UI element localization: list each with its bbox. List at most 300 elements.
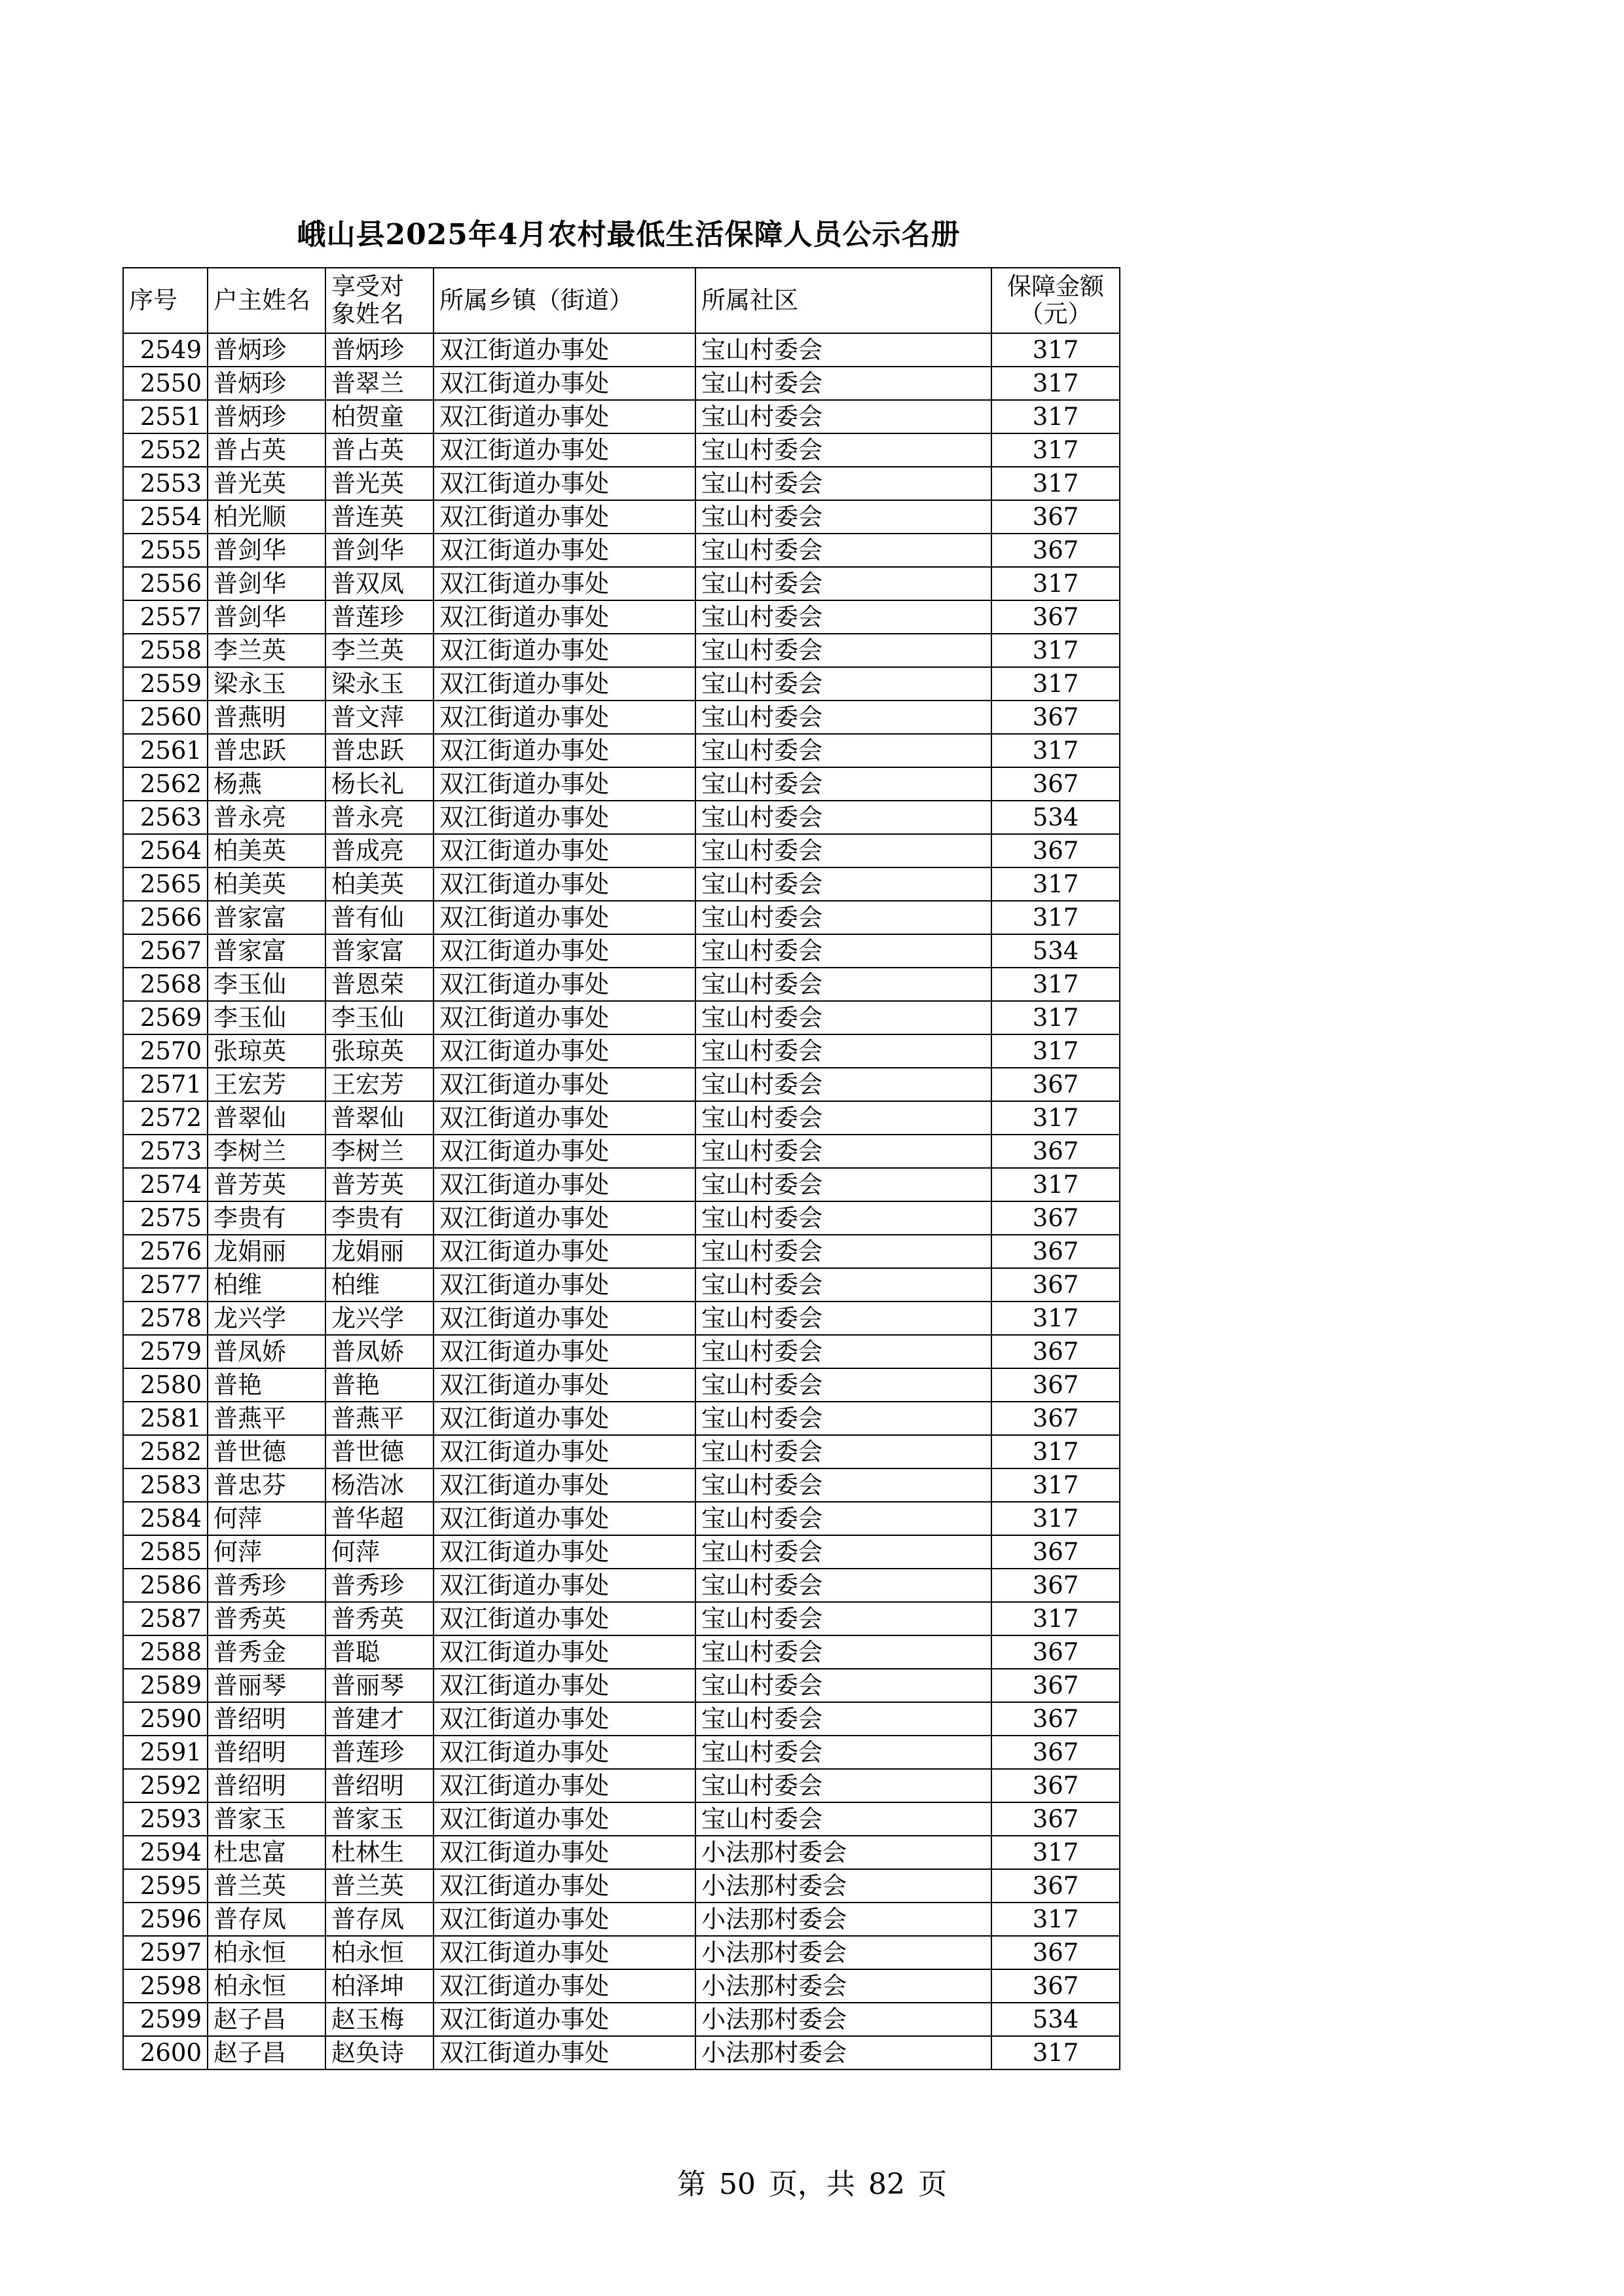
header-seq: 序号	[123, 268, 208, 333]
cell-town: 双江街道办事处	[434, 333, 695, 367]
cell-beneficiary: 李树兰	[325, 1135, 434, 1168]
cell-seq: 2588	[123, 1635, 208, 1669]
cell-amount: 317	[991, 367, 1120, 400]
table-row	[123, 1702, 1120, 1736]
header-town: 所属乡镇（街道）	[434, 268, 695, 333]
table-row	[123, 1535, 1120, 1569]
cell-household-head: 杜忠富	[208, 1836, 325, 1869]
cell-seq: 2549	[123, 333, 208, 367]
cell-community: 宝山村委会	[695, 1569, 991, 1602]
cell-seq: 2582	[123, 1435, 208, 1468]
cell-household-head: 普秀金	[208, 1635, 325, 1669]
cell-beneficiary: 普秀英	[325, 1602, 434, 1635]
cell-seq: 2574	[123, 1168, 208, 1201]
table-row	[123, 1802, 1120, 1836]
cell-amount: 367	[991, 1802, 1120, 1836]
cell-seq: 2570	[123, 1034, 208, 1068]
table-row	[123, 1903, 1120, 1936]
cell-amount: 367	[991, 834, 1120, 867]
cell-beneficiary: 普聪	[325, 1635, 434, 1669]
cell-town: 双江街道办事处	[434, 1402, 695, 1435]
cell-seq: 2594	[123, 1836, 208, 1869]
cell-town: 双江街道办事处	[434, 1468, 695, 1502]
cell-amount: 317	[991, 1001, 1120, 1034]
cell-beneficiary: 柏维	[325, 1268, 434, 1302]
cell-community: 宝山村委会	[695, 1368, 991, 1402]
cell-amount: 317	[991, 1903, 1120, 1936]
cell-town: 双江街道办事处	[434, 1669, 695, 1702]
table-row	[123, 1468, 1120, 1502]
cell-beneficiary: 普占英	[325, 433, 434, 467]
document-title: 峨山县2025年4月农村最低生活保障人员公示名册	[297, 218, 961, 251]
cell-amount: 317	[991, 734, 1120, 767]
cell-beneficiary: 普兰英	[325, 1869, 434, 1903]
cell-community: 宝山村委会	[695, 867, 991, 901]
cell-amount: 317	[991, 467, 1120, 500]
cell-seq: 2561	[123, 734, 208, 767]
cell-town: 双江街道办事处	[434, 1802, 695, 1836]
cell-amount: 367	[991, 1535, 1120, 1569]
table-row	[123, 567, 1120, 600]
cell-town: 双江街道办事处	[434, 1702, 695, 1736]
cell-beneficiary: 龙兴学	[325, 1302, 434, 1335]
cell-amount: 317	[991, 867, 1120, 901]
cell-beneficiary: 普华超	[325, 1502, 434, 1535]
table-row	[123, 1502, 1120, 1535]
table-row	[123, 1569, 1120, 1602]
table-row	[123, 433, 1120, 467]
cell-community: 宝山村委会	[695, 1435, 991, 1468]
cell-community: 宝山村委会	[695, 934, 991, 968]
cell-household-head: 普存凤	[208, 1903, 325, 1936]
cell-seq: 2557	[123, 600, 208, 634]
cell-beneficiary: 柏泽坤	[325, 1969, 434, 2003]
cell-community: 小法那村委会	[695, 2003, 991, 2036]
cell-community: 宝山村委会	[695, 1635, 991, 1669]
cell-household-head: 赵子昌	[208, 2036, 325, 2069]
cell-amount: 367	[991, 1268, 1120, 1302]
cell-town: 双江街道办事处	[434, 467, 695, 500]
table-row	[123, 867, 1120, 901]
cell-community: 宝山村委会	[695, 1402, 991, 1435]
cell-household-head: 普兰英	[208, 1869, 325, 1903]
cell-community: 宝山村委会	[695, 901, 991, 934]
cell-beneficiary: 普存凤	[325, 1903, 434, 1936]
cell-household-head: 普占英	[208, 433, 325, 467]
table-row	[123, 1034, 1120, 1068]
cell-town: 双江街道办事处	[434, 1535, 695, 1569]
cell-household-head: 柏永恒	[208, 1969, 325, 2003]
cell-beneficiary: 普家玉	[325, 1802, 434, 1836]
cell-amount: 367	[991, 1702, 1120, 1736]
cell-town: 双江街道办事处	[434, 1602, 695, 1635]
table-row	[123, 534, 1120, 567]
cell-household-head: 普忠跃	[208, 734, 325, 767]
beneficiary-table	[122, 267, 1120, 2070]
table-row	[123, 901, 1120, 934]
cell-household-head: 王宏芳	[208, 1068, 325, 1101]
cell-beneficiary: 普文萍	[325, 701, 434, 734]
table-row	[123, 1669, 1120, 1702]
table-row	[123, 1268, 1120, 1302]
cell-household-head: 普家富	[208, 934, 325, 968]
cell-seq: 2591	[123, 1736, 208, 1769]
table-row	[123, 600, 1120, 634]
cell-beneficiary: 柏贺童	[325, 400, 434, 433]
cell-household-head: 梁永玉	[208, 667, 325, 701]
cell-household-head: 普剑华	[208, 600, 325, 634]
cell-town: 双江街道办事处	[434, 1502, 695, 1535]
table-row	[123, 1168, 1120, 1201]
cell-seq: 2595	[123, 1869, 208, 1903]
cell-beneficiary: 普剑华	[325, 534, 434, 567]
cell-seq: 2593	[123, 1802, 208, 1836]
cell-beneficiary: 王宏芳	[325, 1068, 434, 1101]
table-row	[123, 1836, 1120, 1869]
cell-town: 双江街道办事处	[434, 1936, 695, 1969]
cell-community: 宝山村委会	[695, 400, 991, 433]
cell-amount: 367	[991, 1135, 1120, 1168]
cell-amount: 317	[991, 333, 1120, 367]
cell-beneficiary: 柏美英	[325, 867, 434, 901]
cell-seq: 2564	[123, 834, 208, 867]
cell-beneficiary: 普翠仙	[325, 1101, 434, 1135]
cell-seq: 2565	[123, 867, 208, 901]
table-row	[123, 767, 1120, 801]
cell-household-head: 普丽琴	[208, 1669, 325, 1702]
cell-amount: 317	[991, 400, 1120, 433]
cell-beneficiary: 柏永恒	[325, 1936, 434, 1969]
cell-beneficiary: 普成亮	[325, 834, 434, 867]
cell-beneficiary: 杨长礼	[325, 767, 434, 801]
cell-beneficiary: 梁永玉	[325, 667, 434, 701]
cell-seq: 2563	[123, 801, 208, 834]
cell-household-head: 李兰英	[208, 634, 325, 667]
cell-household-head: 普家玉	[208, 1802, 325, 1836]
cell-amount: 367	[991, 1235, 1120, 1268]
table-row	[123, 467, 1120, 500]
table-header-row	[123, 268, 1120, 333]
table-row	[123, 1101, 1120, 1135]
cell-town: 双江街道办事处	[434, 1268, 695, 1302]
cell-amount: 367	[991, 600, 1120, 634]
header-beneficiary: 享受对象姓名	[325, 268, 434, 333]
table-row	[123, 1769, 1120, 1802]
table-row	[123, 1135, 1120, 1168]
cell-seq: 2553	[123, 467, 208, 500]
table-row	[123, 968, 1120, 1001]
cell-amount: 367	[991, 1402, 1120, 1435]
cell-amount: 317	[991, 1435, 1120, 1468]
cell-town: 双江街道办事处	[434, 767, 695, 801]
cell-beneficiary: 普莲珍	[325, 600, 434, 634]
cell-beneficiary: 普忠跃	[325, 734, 434, 767]
cell-community: 小法那村委会	[695, 1836, 991, 1869]
cell-amount: 367	[991, 1936, 1120, 1969]
cell-household-head: 普芳英	[208, 1168, 325, 1201]
cell-town: 双江街道办事处	[434, 433, 695, 467]
cell-seq: 2583	[123, 1468, 208, 1502]
cell-household-head: 何萍	[208, 1502, 325, 1535]
cell-household-head: 杨燕	[208, 767, 325, 801]
cell-seq: 2596	[123, 1903, 208, 1936]
cell-amount: 317	[991, 567, 1120, 600]
cell-amount: 317	[991, 1034, 1120, 1068]
table-row	[123, 801, 1120, 834]
cell-household-head: 普秀英	[208, 1602, 325, 1635]
cell-amount: 317	[991, 2036, 1120, 2069]
table-row	[123, 1302, 1120, 1335]
table-row	[123, 367, 1120, 400]
cell-community: 宝山村委会	[695, 1335, 991, 1368]
cell-beneficiary: 普凤娇	[325, 1335, 434, 1368]
cell-community: 宝山村委会	[695, 567, 991, 600]
cell-seq: 2598	[123, 1969, 208, 2003]
cell-household-head: 普炳珍	[208, 400, 325, 433]
cell-town: 双江街道办事处	[434, 1101, 695, 1135]
cell-town: 双江街道办事处	[434, 834, 695, 867]
cell-seq: 2589	[123, 1669, 208, 1702]
cell-household-head: 李贵有	[208, 1201, 325, 1235]
cell-seq: 2600	[123, 2036, 208, 2069]
cell-town: 双江街道办事处	[434, 1001, 695, 1034]
cell-seq: 2586	[123, 1569, 208, 1602]
cell-beneficiary: 龙娟丽	[325, 1235, 434, 1268]
cell-beneficiary: 普有仙	[325, 901, 434, 934]
cell-beneficiary: 普莲珍	[325, 1736, 434, 1769]
cell-seq: 2556	[123, 567, 208, 600]
cell-household-head: 普绍明	[208, 1736, 325, 1769]
cell-amount: 317	[991, 1302, 1120, 1335]
cell-household-head: 普剑华	[208, 567, 325, 600]
cell-community: 宝山村委会	[695, 1535, 991, 1569]
cell-town: 双江街道办事处	[434, 667, 695, 701]
cell-seq: 2587	[123, 1602, 208, 1635]
cell-beneficiary: 何萍	[325, 1535, 434, 1569]
cell-amount: 367	[991, 500, 1120, 534]
table-row	[123, 400, 1120, 433]
cell-community: 宝山村委会	[695, 734, 991, 767]
cell-beneficiary: 李兰英	[325, 634, 434, 667]
cell-beneficiary: 普连英	[325, 500, 434, 534]
cell-town: 双江街道办事处	[434, 867, 695, 901]
cell-community: 宝山村委会	[695, 1502, 991, 1535]
table-row	[123, 1969, 1120, 2003]
cell-beneficiary: 普秀珍	[325, 1569, 434, 1602]
cell-amount: 367	[991, 1869, 1120, 1903]
cell-town: 双江街道办事处	[434, 968, 695, 1001]
table-body	[123, 333, 1120, 2069]
cell-seq: 2578	[123, 1302, 208, 1335]
cell-town: 双江街道办事处	[434, 400, 695, 433]
cell-amount: 317	[991, 1502, 1120, 1535]
cell-seq: 2569	[123, 1001, 208, 1034]
cell-amount: 367	[991, 1569, 1120, 1602]
header-household-head: 户主姓名	[208, 268, 325, 333]
cell-seq: 2562	[123, 767, 208, 801]
cell-town: 双江街道办事处	[434, 1201, 695, 1235]
table-row	[123, 1001, 1120, 1034]
cell-seq: 2566	[123, 901, 208, 934]
cell-community: 宝山村委会	[695, 1736, 991, 1769]
cell-household-head: 普燕明	[208, 701, 325, 734]
cell-beneficiary: 普家富	[325, 934, 434, 968]
cell-household-head: 普秀珍	[208, 1569, 325, 1602]
cell-community: 宝山村委会	[695, 500, 991, 534]
cell-amount: 317	[991, 1101, 1120, 1135]
cell-seq: 2572	[123, 1101, 208, 1135]
cell-amount: 367	[991, 1635, 1120, 1669]
cell-household-head: 柏美英	[208, 834, 325, 867]
cell-beneficiary: 杨浩冰	[325, 1468, 434, 1502]
cell-community: 宝山村委会	[695, 467, 991, 500]
cell-town: 双江街道办事处	[434, 1736, 695, 1769]
table-row	[123, 1235, 1120, 1268]
cell-amount: 534	[991, 801, 1120, 834]
cell-beneficiary: 普翠兰	[325, 367, 434, 400]
cell-beneficiary: 普建才	[325, 1702, 434, 1736]
cell-seq: 2577	[123, 1268, 208, 1302]
cell-household-head: 普燕平	[208, 1402, 325, 1435]
cell-community: 小法那村委会	[695, 1903, 991, 1936]
cell-town: 双江街道办事处	[434, 1969, 695, 2003]
cell-amount: 317	[991, 1602, 1120, 1635]
cell-household-head: 柏维	[208, 1268, 325, 1302]
cell-town: 双江街道办事处	[434, 634, 695, 667]
cell-amount: 534	[991, 934, 1120, 968]
cell-household-head: 普炳珍	[208, 333, 325, 367]
cell-amount: 367	[991, 1769, 1120, 1802]
cell-community: 宝山村委会	[695, 767, 991, 801]
cell-community: 宝山村委会	[695, 1702, 991, 1736]
cell-beneficiary: 李贵有	[325, 1201, 434, 1235]
cell-town: 双江街道办事处	[434, 734, 695, 767]
cell-amount: 367	[991, 767, 1120, 801]
cell-town: 双江街道办事处	[434, 2003, 695, 2036]
cell-household-head: 普光英	[208, 467, 325, 500]
cell-community: 宝山村委会	[695, 1135, 991, 1168]
cell-household-head: 普永亮	[208, 801, 325, 834]
cell-seq: 2585	[123, 1535, 208, 1569]
cell-town: 双江街道办事处	[434, 367, 695, 400]
cell-amount: 367	[991, 1669, 1120, 1702]
table-row	[123, 734, 1120, 767]
cell-beneficiary: 普世德	[325, 1435, 434, 1468]
table-row	[123, 701, 1120, 734]
cell-household-head: 柏光顺	[208, 500, 325, 534]
cell-town: 双江街道办事处	[434, 600, 695, 634]
cell-community: 小法那村委会	[695, 2036, 991, 2069]
cell-beneficiary: 普光英	[325, 467, 434, 500]
cell-amount: 367	[991, 701, 1120, 734]
cell-household-head: 李玉仙	[208, 968, 325, 1001]
cell-community: 宝山村委会	[695, 834, 991, 867]
cell-beneficiary: 普芳英	[325, 1168, 434, 1201]
cell-town: 双江街道办事处	[434, 934, 695, 968]
table-row	[123, 1869, 1120, 1903]
cell-household-head: 柏永恒	[208, 1936, 325, 1969]
cell-seq: 2560	[123, 701, 208, 734]
cell-household-head: 普家富	[208, 901, 325, 934]
cell-town: 双江街道办事处	[434, 534, 695, 567]
cell-community: 宝山村委会	[695, 701, 991, 734]
cell-household-head: 张琼英	[208, 1034, 325, 1068]
cell-seq: 2558	[123, 634, 208, 667]
cell-household-head: 普忠芬	[208, 1468, 325, 1502]
cell-beneficiary: 普恩荣	[325, 968, 434, 1001]
cell-seq: 2579	[123, 1335, 208, 1368]
cell-community: 宝山村委会	[695, 634, 991, 667]
cell-amount: 317	[991, 634, 1120, 667]
table-row	[123, 1335, 1120, 1368]
cell-town: 双江街道办事处	[434, 901, 695, 934]
cell-community: 宝山村委会	[695, 1168, 991, 1201]
cell-seq: 2554	[123, 500, 208, 534]
cell-town: 双江街道办事处	[434, 1034, 695, 1068]
cell-community: 小法那村委会	[695, 1969, 991, 2003]
cell-town: 双江街道办事处	[434, 801, 695, 834]
cell-community: 宝山村委会	[695, 1068, 991, 1101]
cell-amount: 317	[991, 433, 1120, 467]
cell-town: 双江街道办事处	[434, 1302, 695, 1335]
cell-seq: 2576	[123, 1235, 208, 1268]
cell-beneficiary: 普绍明	[325, 1769, 434, 1802]
cell-beneficiary: 赵奂诗	[325, 2036, 434, 2069]
cell-town: 双江街道办事处	[434, 1068, 695, 1101]
table-row	[123, 1068, 1120, 1101]
cell-beneficiary: 普燕平	[325, 1402, 434, 1435]
cell-community: 宝山村委会	[695, 1101, 991, 1135]
cell-household-head: 李树兰	[208, 1135, 325, 1168]
cell-seq: 2584	[123, 1502, 208, 1535]
cell-community: 宝山村委会	[695, 1235, 991, 1268]
page-footer: 第 50 页，共 82 页	[677, 2168, 947, 2201]
cell-seq: 2599	[123, 2003, 208, 2036]
cell-town: 双江街道办事处	[434, 1135, 695, 1168]
cell-seq: 2575	[123, 1201, 208, 1235]
cell-household-head: 普翠仙	[208, 1101, 325, 1135]
table-row	[123, 2003, 1120, 2036]
table-row	[123, 1402, 1120, 1435]
cell-amount: 367	[991, 534, 1120, 567]
table-row	[123, 1201, 1120, 1235]
cell-town: 双江街道办事处	[434, 701, 695, 734]
cell-household-head: 何萍	[208, 1535, 325, 1569]
table-row	[123, 1635, 1120, 1669]
cell-seq: 2597	[123, 1936, 208, 1969]
cell-community: 宝山村委会	[695, 333, 991, 367]
cell-community: 宝山村委会	[695, 968, 991, 1001]
cell-household-head: 龙兴学	[208, 1302, 325, 1335]
cell-beneficiary: 普双凤	[325, 567, 434, 600]
cell-amount: 367	[991, 1736, 1120, 1769]
cell-beneficiary: 普丽琴	[325, 1669, 434, 1702]
cell-community: 宝山村委会	[695, 1034, 991, 1068]
cell-beneficiary: 赵玉梅	[325, 2003, 434, 2036]
cell-community: 宝山村委会	[695, 1201, 991, 1235]
cell-community: 宝山村委会	[695, 667, 991, 701]
cell-community: 宝山村委会	[695, 1602, 991, 1635]
cell-amount: 317	[991, 1468, 1120, 1502]
cell-seq: 2550	[123, 367, 208, 400]
table-row	[123, 1435, 1120, 1468]
cell-town: 双江街道办事处	[434, 1435, 695, 1468]
table-row	[123, 834, 1120, 867]
cell-town: 双江街道办事处	[434, 1368, 695, 1402]
table-row	[123, 1368, 1120, 1402]
cell-beneficiary: 普永亮	[325, 801, 434, 834]
cell-town: 双江街道办事处	[434, 1869, 695, 1903]
